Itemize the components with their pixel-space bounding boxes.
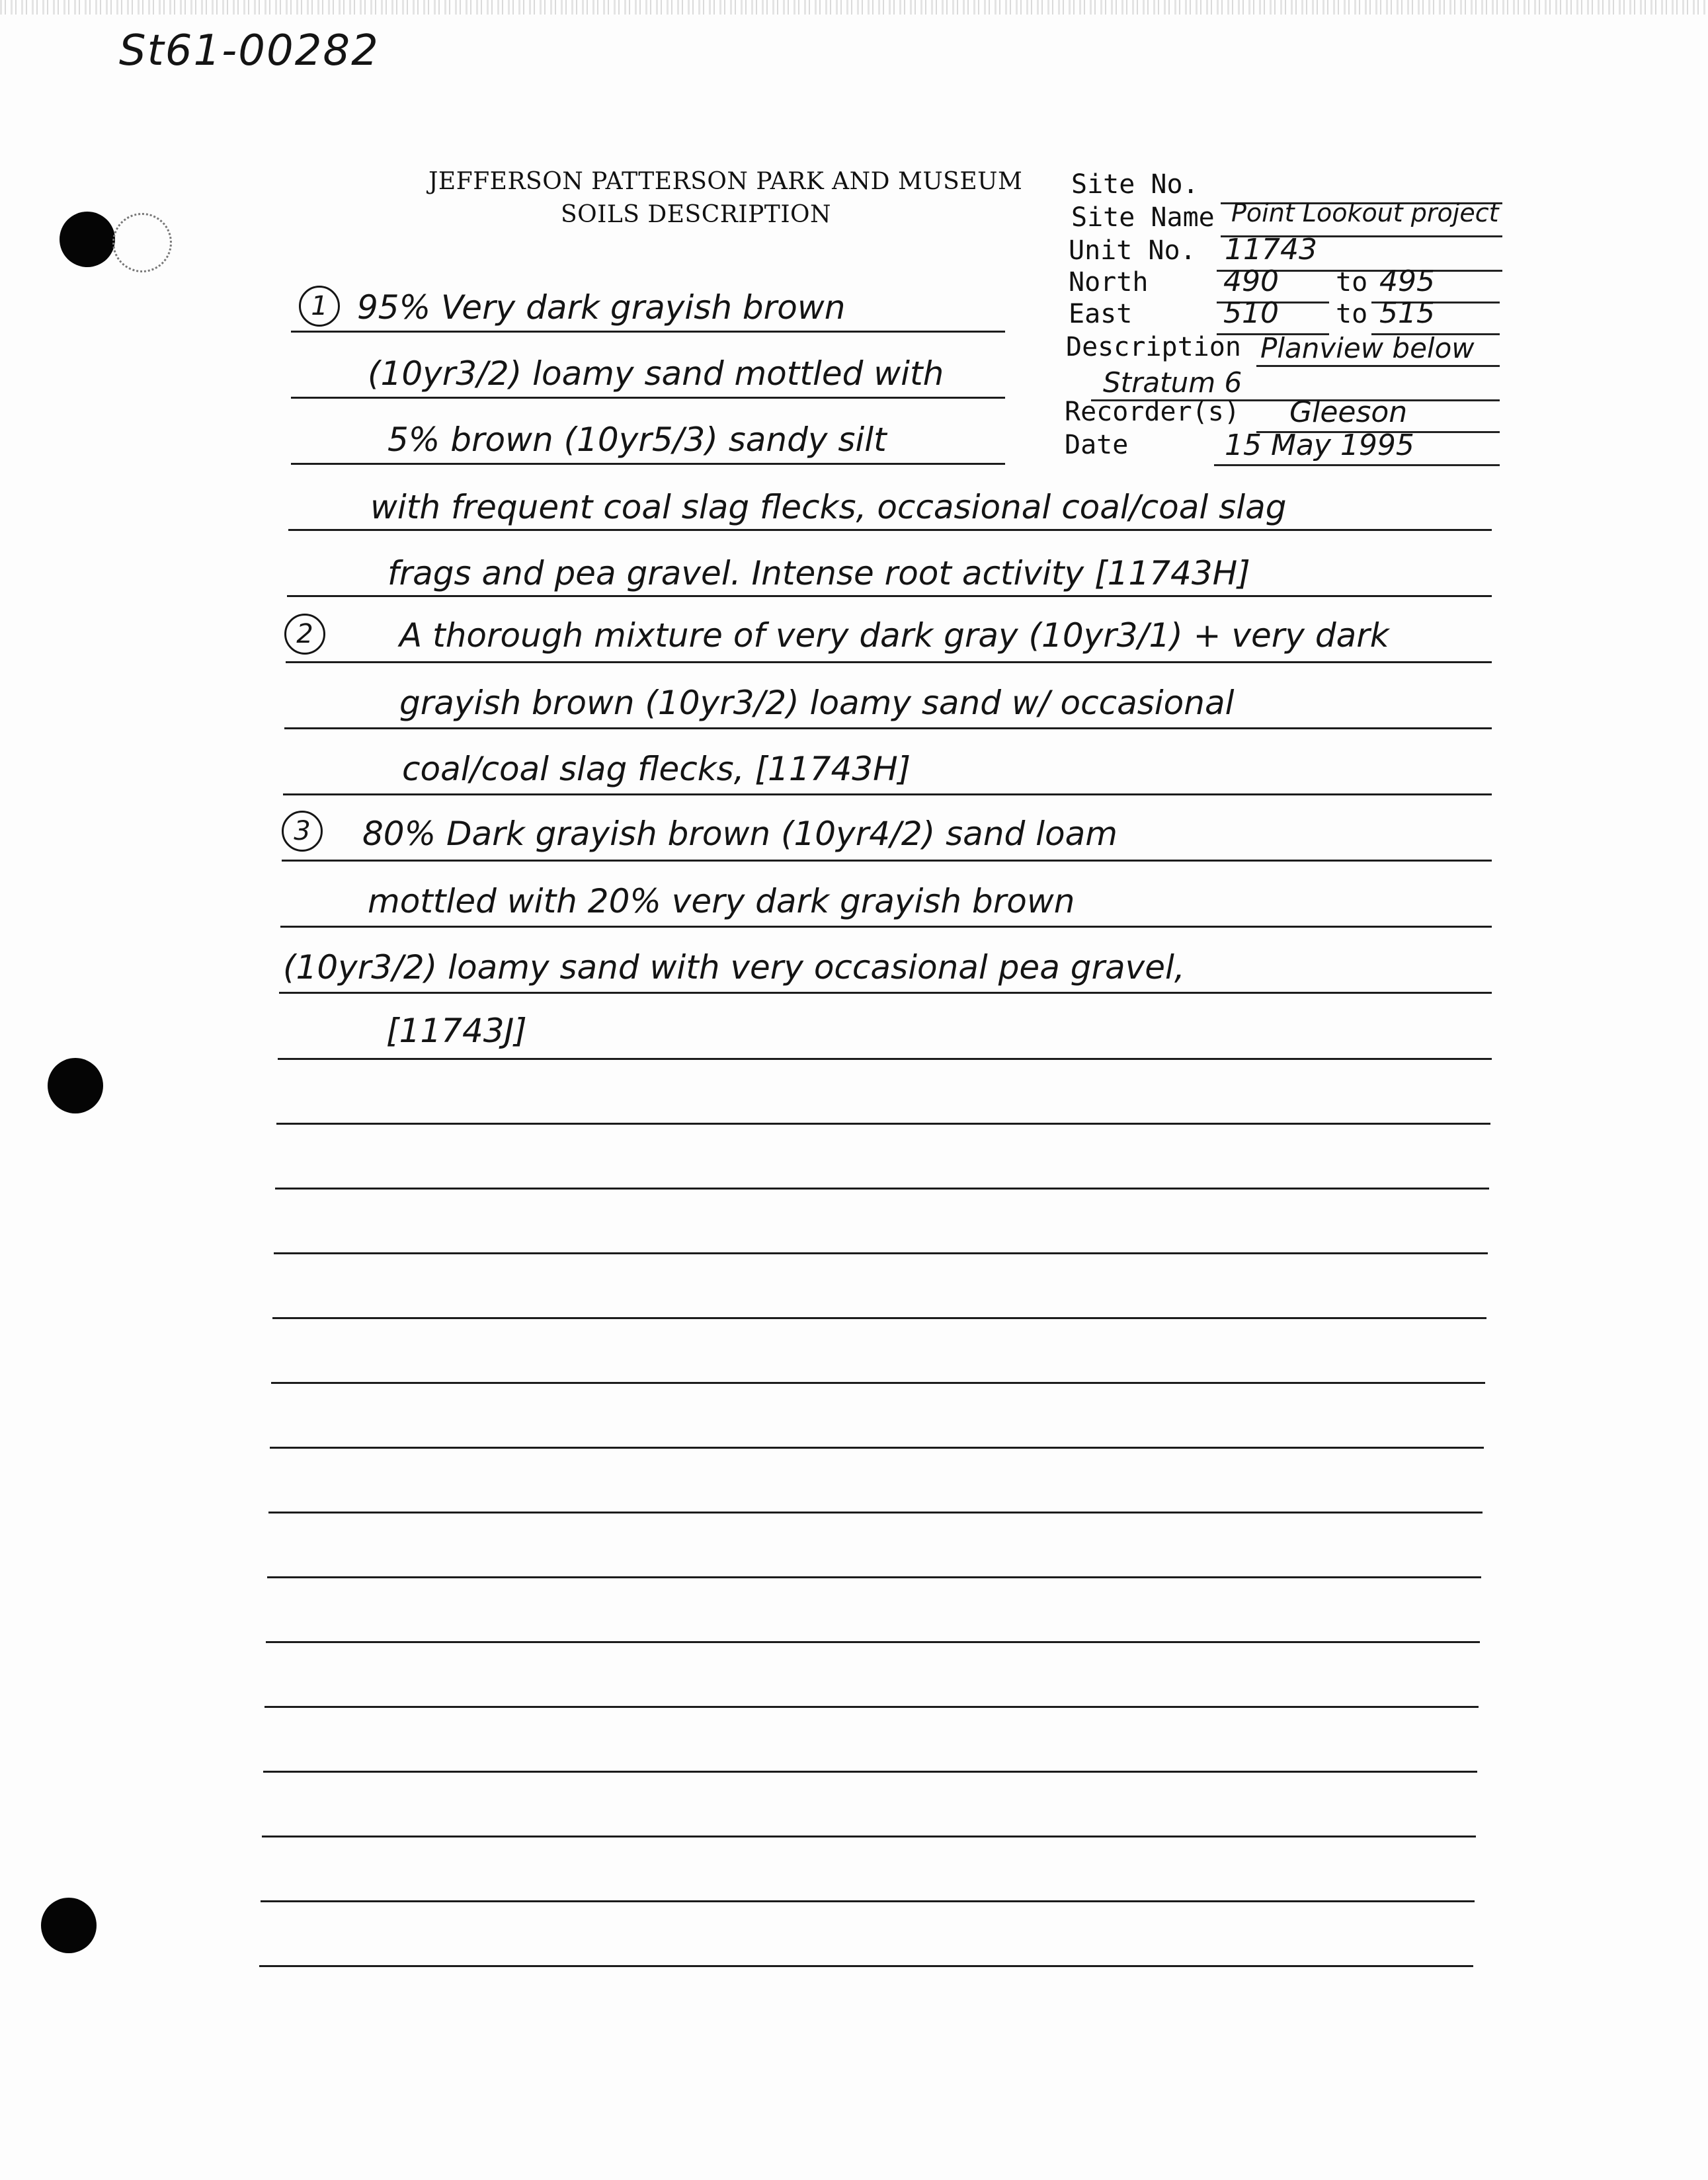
- recorder-label: Recorder(s): [1065, 397, 1240, 427]
- north-to-value: 495: [1379, 264, 1435, 298]
- rule-line: [264, 1706, 1479, 1708]
- north-to-label: to: [1336, 267, 1368, 298]
- hole-punch-bottom: [41, 1898, 97, 1953]
- rule-line: [279, 992, 1492, 994]
- scan-edge-noise: [0, 0, 1708, 15]
- description-value-line2: Stratum 6: [1103, 366, 1242, 399]
- description-label: Description: [1066, 332, 1241, 362]
- rule-line: [259, 1965, 1473, 1967]
- entry-line: frags and pea gravel. Intense root activity [11743H]: [387, 554, 1250, 592]
- entry-number-circle: 1: [299, 286, 340, 327]
- north-label: North: [1069, 267, 1149, 298]
- entry-line: 80% Dark grayish brown (10yr4/2) sand loam: [362, 815, 1118, 853]
- rule-line: [267, 1576, 1481, 1578]
- rule-line: [274, 1252, 1488, 1254]
- date-label: Date: [1065, 430, 1129, 460]
- rule-line: [287, 595, 1492, 597]
- rule-line: [263, 1771, 1477, 1773]
- east-to-label: to: [1336, 299, 1368, 329]
- rule-line: [276, 1123, 1490, 1125]
- entry-line: A thorough mixture of very dark gray (10yr3/1) + very dark: [399, 616, 1389, 655]
- hole-punch-ghost: [112, 213, 172, 272]
- hole-punch-top: [60, 212, 115, 267]
- date-line: [1214, 464, 1500, 466]
- form-title: JEFFERSON PATTERSON PARK AND MUSEUM: [428, 168, 1023, 195]
- rule-line: [283, 793, 1492, 795]
- description-value-line1: Planview below: [1260, 332, 1475, 364]
- recorder-value: Gleeson: [1289, 395, 1408, 429]
- rule-line: [261, 1900, 1475, 1902]
- east-to-value: 515: [1379, 296, 1435, 330]
- rule-line: [282, 860, 1492, 862]
- east-label: East: [1069, 299, 1133, 329]
- unit-no-value: 11743: [1225, 233, 1317, 266]
- rule-line: [271, 1382, 1485, 1384]
- entry-line: [11743J]: [386, 1012, 527, 1050]
- entry-number-circle: 2: [284, 614, 325, 655]
- rule-line: [291, 463, 1005, 465]
- rule-line: [291, 397, 1005, 399]
- entry-number-circle: 3: [282, 811, 323, 852]
- rule-line: [288, 529, 1492, 531]
- entry-line: mottled with 20% very dark grayish brown: [368, 882, 1075, 920]
- rule-line: [272, 1317, 1486, 1319]
- entry-line: with frequent coal slag flecks, occasional coal/coal slag: [370, 488, 1287, 526]
- east-from-value: 510: [1223, 296, 1279, 330]
- entry-line: 5% brown (10yr5/3) sandy silt: [387, 421, 887, 459]
- rule-line: [275, 1188, 1489, 1190]
- rule-line: [262, 1836, 1476, 1837]
- rule-line: [268, 1512, 1483, 1514]
- unit-no-label: Unit No.: [1069, 235, 1196, 266]
- description-line: [1256, 365, 1500, 367]
- rule-line: [286, 661, 1492, 663]
- rule-line: [278, 1058, 1492, 1060]
- hole-punch-middle: [48, 1058, 103, 1113]
- site-name-value: Point Lookout project: [1231, 198, 1499, 227]
- entry-line: (10yr3/2) loamy sand with very occasional pea gravel,: [283, 948, 1185, 987]
- date-value: 15 May 1995: [1225, 428, 1414, 462]
- north-from-value: 490: [1223, 264, 1279, 298]
- rule-line: [266, 1641, 1480, 1643]
- entry-line: coal/coal slag flecks, [11743H]: [402, 750, 911, 788]
- document-id: St61-00282: [119, 26, 380, 75]
- form-subtitle: SOILS DESCRIPTION: [561, 201, 832, 228]
- entry-line: (10yr3/2) loamy sand mottled with: [368, 354, 944, 393]
- rule-line: [280, 926, 1492, 928]
- entry-line: grayish brown (10yr3/2) loamy sand w/ occasional: [399, 684, 1235, 722]
- entry-line: 95% Very dark grayish brown: [357, 288, 846, 327]
- rule-line: [270, 1447, 1484, 1449]
- rule-line: [284, 727, 1492, 729]
- rule-line: [291, 331, 1005, 333]
- site-name-label: Site Name: [1071, 202, 1215, 233]
- site-no-label: Site No.: [1071, 169, 1199, 200]
